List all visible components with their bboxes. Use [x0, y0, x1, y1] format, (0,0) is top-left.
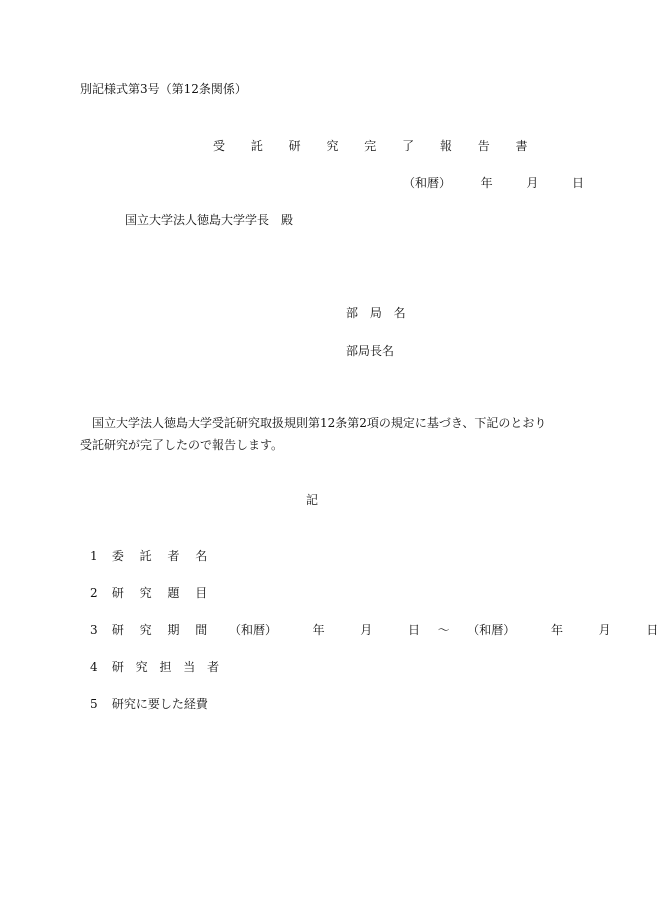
date-month: 月 [526, 176, 539, 190]
date-era: （和暦） [403, 176, 452, 190]
item-5 [90, 695, 208, 712]
form-number: 別記様式第3号（第12条関係） [80, 82, 247, 96]
date-year: 年 [480, 176, 493, 190]
item-number: 4 [90, 660, 98, 674]
addressee: 国立大学法人徳島大学学長 殿 [125, 213, 294, 227]
period-end-year: 年 [550, 623, 563, 637]
item-label: 研究に要した経費 [111, 697, 208, 711]
item-3 [90, 621, 658, 638]
period-start-day: 日 [407, 623, 420, 637]
period-start-era: （和暦） [228, 623, 277, 637]
item-number: 3 [90, 623, 98, 637]
period-end-day: 日 [646, 623, 658, 637]
period-tilde: ～ [437, 623, 450, 637]
period-start-year: 年 [312, 623, 325, 637]
item-label: 研 究 期 間 [111, 623, 214, 637]
item-number: 1 [90, 549, 98, 563]
body-paragraph: 国立大学法人徳島大学受託研究取扱規則第12条第2項の規定に基づき、下記のとおり受託研究が完了したので報告します。 [80, 416, 547, 452]
item-number: 5 [90, 697, 98, 711]
date-day: 日 [572, 176, 585, 190]
dept-name-label: 部 局 名 [346, 306, 410, 320]
document-title: 受 託 研 究 完 了 報 告 書 [213, 139, 539, 153]
item-label: 委 託 者 名 [111, 549, 214, 563]
ki-heading: 記 [306, 493, 319, 507]
item-number: 2 [90, 586, 98, 600]
period-end-month: 月 [598, 623, 611, 637]
item-label: 研 究 題 目 [111, 586, 214, 600]
dept-head-label: 部局長名 [346, 344, 395, 358]
period-start-month: 月 [360, 623, 373, 637]
item-label: 研 究 担 当 者 [111, 660, 224, 674]
date-line [403, 174, 584, 191]
item-2 [90, 584, 213, 601]
period-end-era: （和暦） [467, 623, 516, 637]
item-4 [90, 658, 223, 675]
item-1 [90, 547, 213, 564]
